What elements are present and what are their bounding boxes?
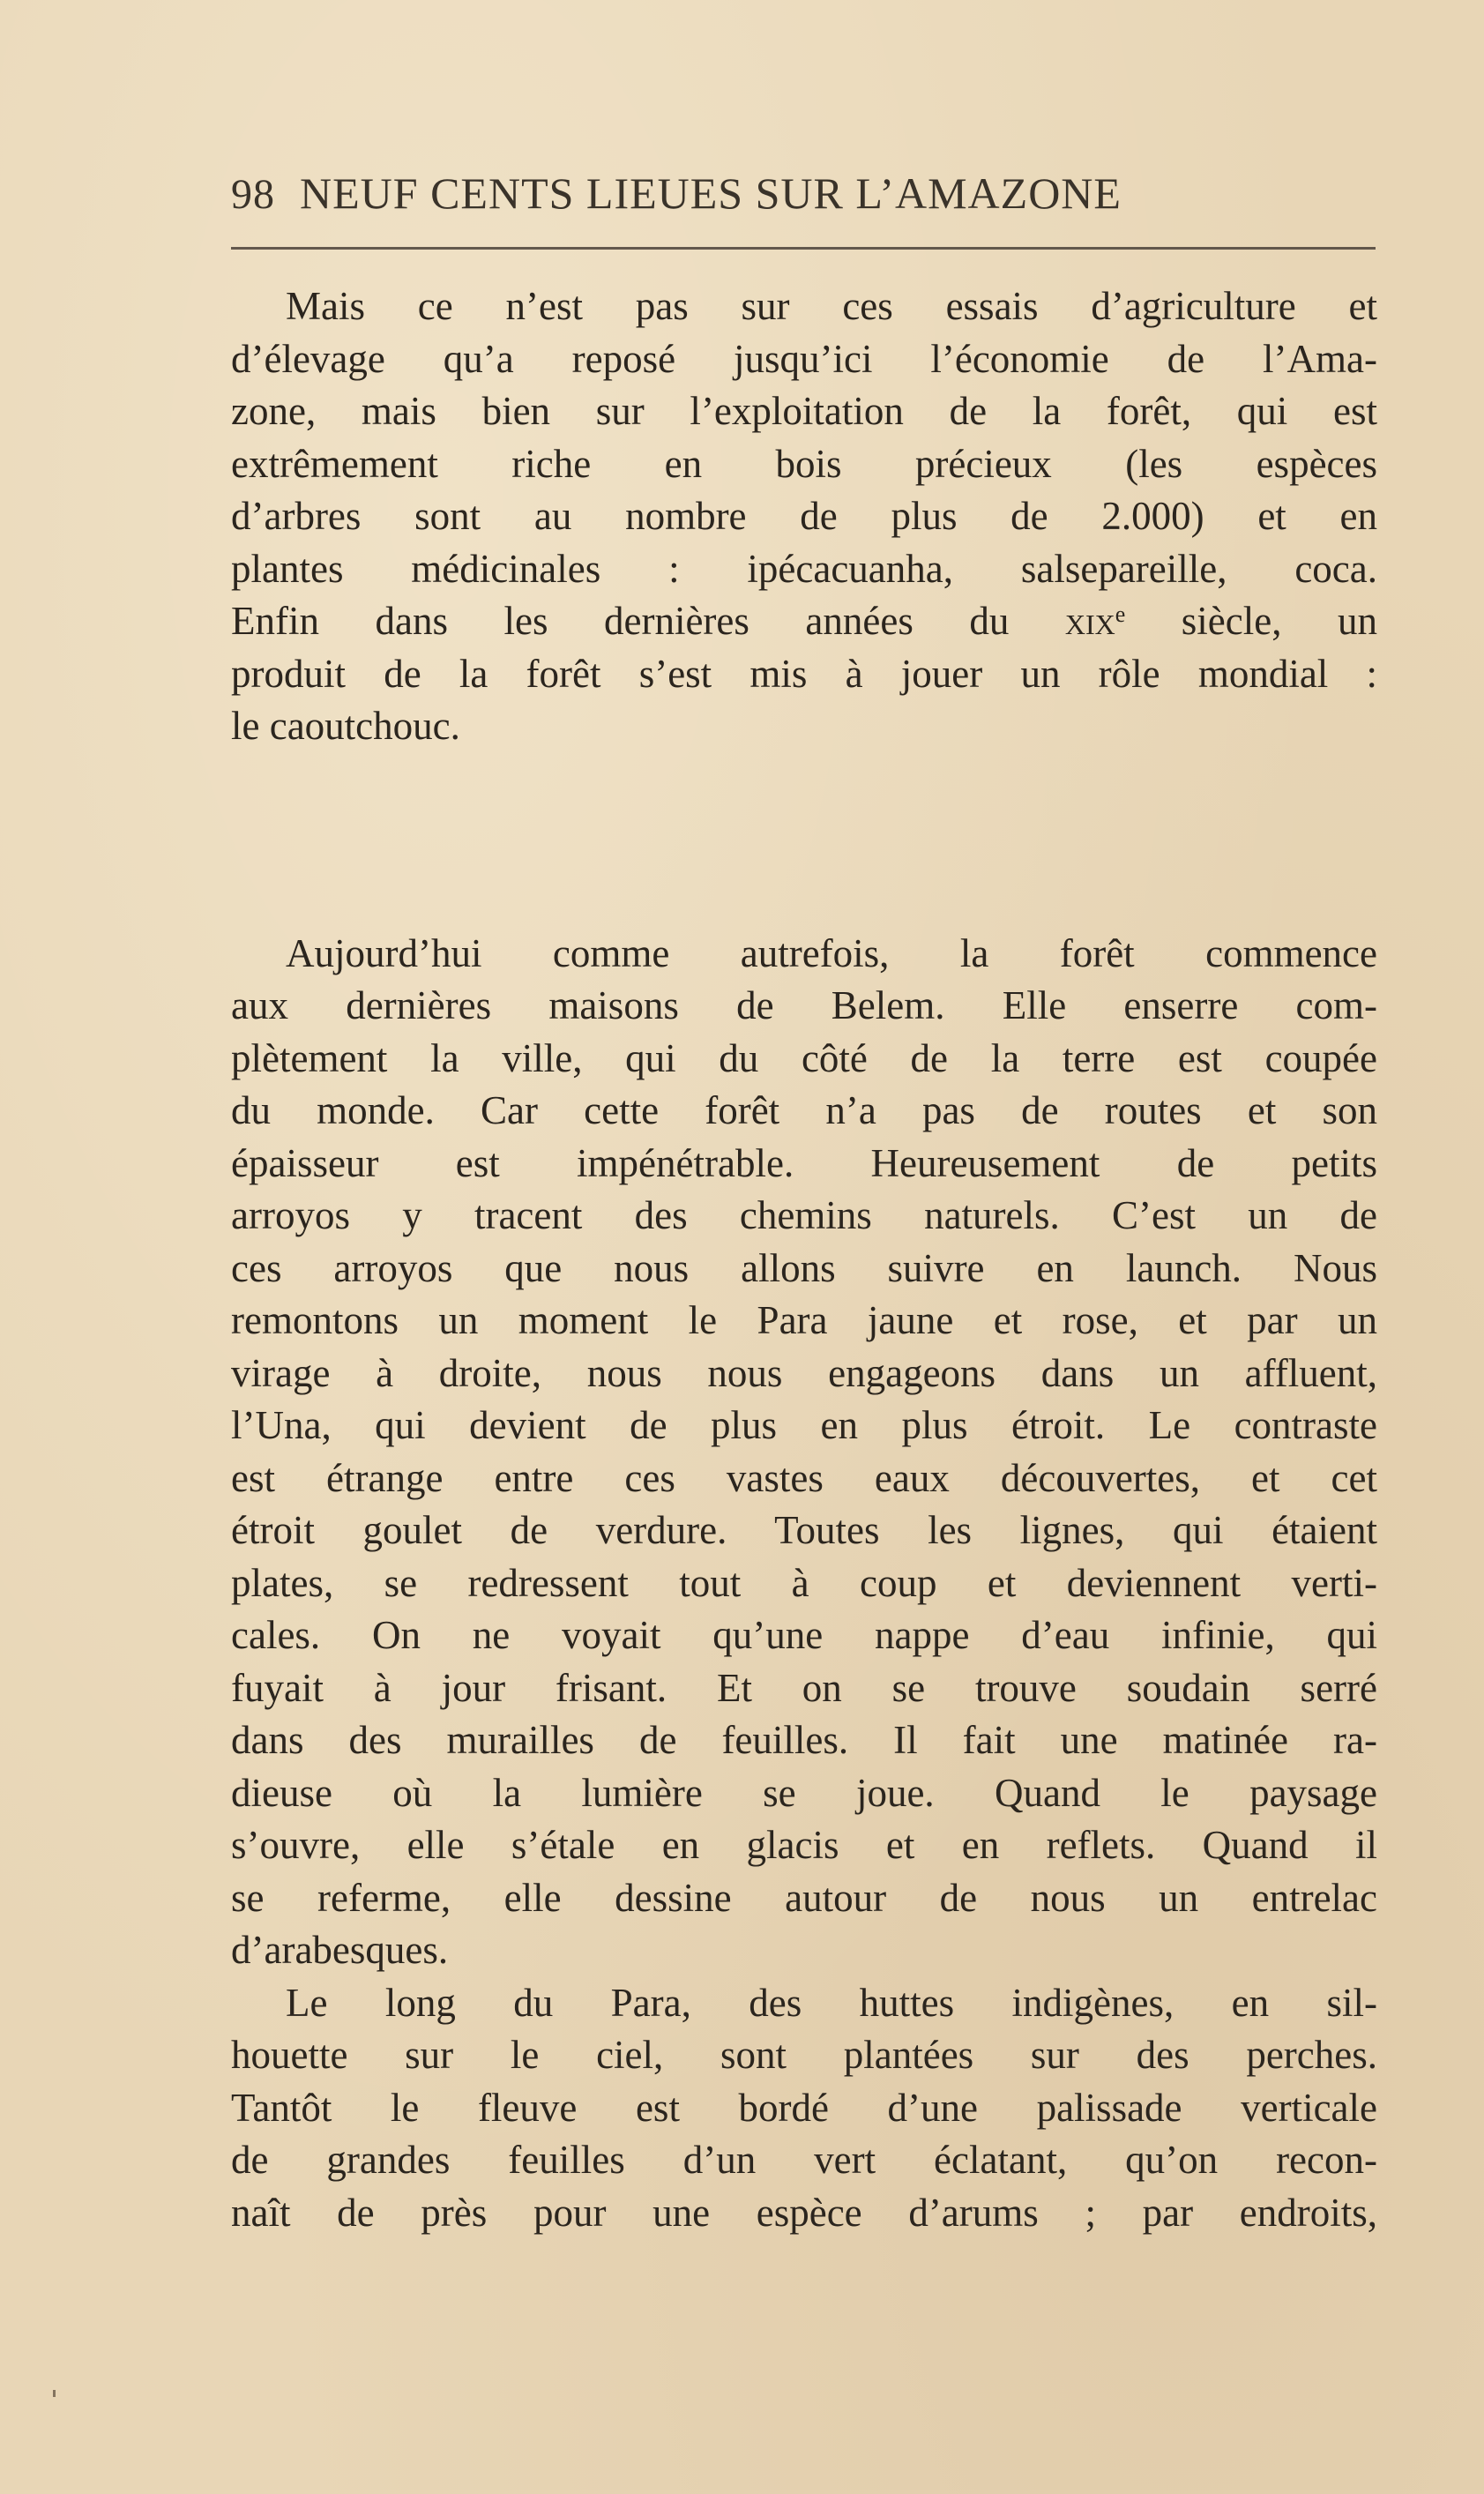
text-line: dans des murailles de feuilles. Il fait une matinée ra-: [231, 1718, 1377, 1762]
book-page: [231, 168, 1377, 2239]
running-head-title: NEUF CENTS LIEUES SUR L’AMAZONE: [300, 168, 1122, 218]
text-line: dieuse où la lumière se joue. Quand le paysage: [231, 1770, 1377, 1815]
text-line: houette sur le ciel, sont plantées sur des perches.: [231, 2033, 1377, 2077]
text-line: d’arabesques.: [231, 1928, 449, 1972]
text-line: fuyait à jour frisant. Et on se trouve soudain serré: [231, 1665, 1377, 1710]
text-line: Tantôt le fleuve est bordé d’une palissade verticale: [231, 2085, 1377, 2130]
text-line: plates, se redressent tout à coup et deviennent verti-: [231, 1560, 1377, 1605]
text-line: ces arroyos que nous allons suivre en launch. Nous: [231, 1245, 1377, 1290]
text-line: d’arbres sont au nombre de plus de 2.000) et en: [231, 494, 1377, 538]
text-line: du monde. Car cette forêt n’a pas de routes et son: [231, 1088, 1377, 1132]
text-line: cales. On ne voyait qu’une nappe d’eau infinie, qui: [231, 1613, 1377, 1657]
header-rule: [231, 247, 1376, 250]
paper-speck: [53, 2390, 56, 2397]
text-line: épaisseur est impénétrable. Heureusement de petits: [231, 1140, 1377, 1185]
text-line: Le long du Para, des huttes indigènes, en sil-: [286, 1980, 1377, 2025]
paragraph-2: [231, 928, 1377, 1977]
body-text: [231, 280, 1377, 2239]
text-line: Aujourd’hui comme autrefois, la forêt commence: [286, 930, 1377, 975]
section-break: [231, 753, 1377, 928]
text-line: le caoutchouc.: [231, 704, 460, 748]
text-line: d’élevage qu’a reposé jusqu’ici l’économie de l’Ama-: [231, 336, 1377, 381]
text-line: arroyos y tracent des chemins naturels. C’est un de: [231, 1193, 1377, 1237]
text-line: plètement la ville, qui du côté de la terre est coupée: [231, 1035, 1377, 1080]
text-line-century: [231, 595, 1377, 648]
century-suffix: siècle, un: [1181, 599, 1377, 643]
text-line: étroit goulet de verdure. Toutes les lignes, qui étaient: [231, 1508, 1377, 1552]
text-line: Mais ce n’est pas sur ces essais d’agriculture et: [286, 284, 1377, 328]
text-line: est étrange entre ces vastes eaux découvertes, et cet: [231, 1455, 1377, 1500]
text-line: s’ouvre, elle s’étale en glacis et en reflets. Quand il: [231, 1823, 1377, 1867]
century-prefix: Enfin dans les dernières années du: [231, 599, 1010, 643]
roman-numeral: xix: [1064, 599, 1115, 643]
text-line: l’Una, qui devient de plus en plus étroit. Le contraste: [231, 1403, 1377, 1447]
page-number: 98: [231, 171, 275, 218]
text-line: zone, mais bien sur l’exploitation de la forêt, qui est: [231, 389, 1377, 433]
paragraph-1: [231, 280, 1377, 753]
text-line: de grandes feuilles d’un vert éclatant, qu’on recon-: [231, 2138, 1377, 2182]
text-line: se referme, elle dessine autour de nous un entrelac: [231, 1875, 1377, 1920]
ordinal-superscript: e: [1115, 601, 1126, 627]
text-line: aux dernières maisons de Belem. Elle enserre com-: [231, 983, 1377, 1027]
paragraph-3: [231, 1977, 1377, 2240]
text-line: remontons un moment le Para jaune et rose, et par un: [231, 1298, 1377, 1342]
text-line: plantes médicinales : ipécacuanha, salsepareille, coca.: [231, 546, 1377, 591]
text-line: naît de près pour une espèce d’arums ; par endroits,: [231, 2190, 1377, 2235]
text-line: extrêmement riche en bois précieux (les espèces: [231, 441, 1377, 486]
text-line: produit de la forêt s’est mis à jouer un rôle mondial :: [231, 651, 1377, 696]
text-line: virage à droite, nous nous engageons dans un affluent,: [231, 1350, 1377, 1395]
running-head: [231, 168, 1377, 229]
